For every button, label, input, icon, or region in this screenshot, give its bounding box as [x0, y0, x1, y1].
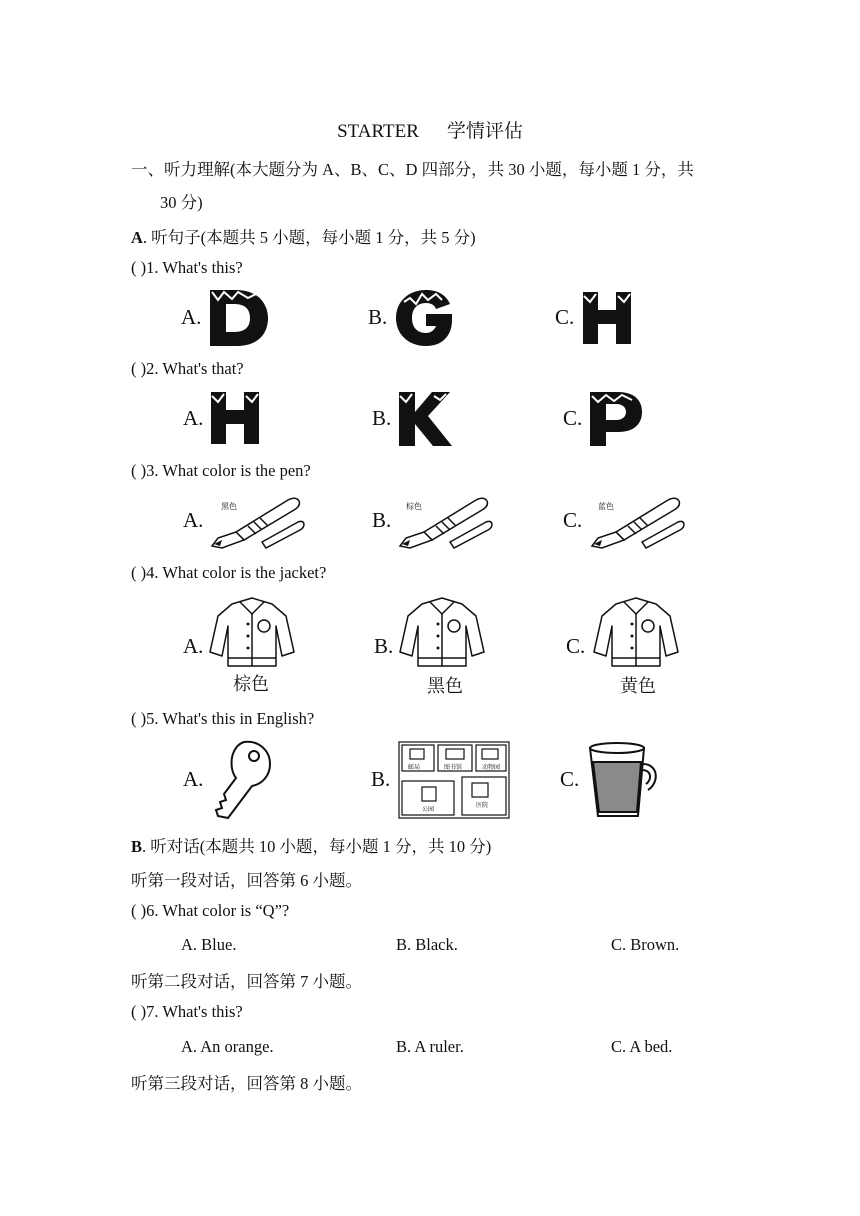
jacket-a-color-label: 棕色	[233, 674, 269, 695]
dialog-3-instruction: 听第三段对话，回答第 8 小题。	[131, 1074, 362, 1093]
letter-d-image	[204, 286, 274, 350]
letter-h-image	[580, 290, 636, 348]
q2-option-b: B.	[372, 406, 392, 430]
question-5: ( )5. What's this in English?	[131, 709, 315, 728]
q7-option-a: A. An orange.	[181, 1037, 274, 1056]
map-label-zoo: 动物园	[482, 764, 501, 771]
pen-image	[208, 490, 308, 550]
pen-b-color-label: 棕色	[406, 502, 422, 511]
jacket-image	[592, 596, 680, 670]
letter-g-image	[392, 286, 458, 350]
q2-option-a: A.	[183, 406, 204, 430]
q1-option-a: A.	[181, 305, 202, 329]
q2-option-c: C.	[563, 406, 583, 430]
pen-a-color-label: 黑色	[221, 502, 237, 511]
q4-option-c: C.	[566, 634, 586, 658]
map-label-post-office: 邮局	[408, 764, 421, 771]
page-title	[0, 116, 860, 143]
map-label-park: 公园	[422, 806, 435, 813]
pen-c-color-label: 蓝色	[598, 502, 614, 511]
map-label-hospital: 医院	[476, 802, 489, 809]
city-map-image	[398, 741, 510, 819]
part-b-label: B	[131, 837, 143, 856]
dialog-1-instruction: 听第一段对话，回答第 6 小题。	[131, 871, 362, 890]
map-label-library: 图书馆	[444, 764, 463, 771]
q4-option-b: B.	[374, 634, 394, 658]
q4-option-a: A.	[183, 634, 204, 658]
cup-image	[586, 738, 662, 820]
section-heading: 一、听力理解(本大题分为 A、B、C、D 四部分，共 30 小题，每小题 1 分，共	[131, 160, 694, 179]
title-sub: 学情评估	[446, 121, 523, 142]
jacket-image	[398, 596, 486, 670]
jacket-c-color-label: 黄色	[620, 676, 656, 697]
q5-option-a: A.	[183, 767, 204, 791]
q6-option-b: B. Black.	[396, 935, 458, 954]
question-2: ( )2. What's that?	[131, 359, 244, 378]
title-main: STARTER	[337, 121, 419, 142]
question-4: ( )4. What color is the jacket?	[131, 563, 327, 582]
dialog-2-instruction: 听第二段对话，回答第 7 小题。	[131, 972, 362, 991]
q3-option-b: B.	[372, 508, 392, 532]
q1-option-c: C.	[555, 305, 575, 329]
section-heading-cont: 30 分)	[160, 193, 203, 212]
q3-option-c: C.	[563, 508, 583, 532]
q7-option-b: B. A ruler.	[396, 1037, 464, 1056]
question-6: ( )6. What color is “Q”?	[131, 901, 290, 920]
q3-option-a: A.	[183, 508, 204, 532]
jacket-b-color-label: 黑色	[427, 676, 463, 697]
letter-k-image	[396, 390, 454, 448]
part-a-heading: A. 听句子(本题共 5 小题，每小题 1 分，共 5 分)	[131, 228, 476, 247]
q6-option-a: A. Blue.	[181, 935, 237, 954]
letter-p-image	[586, 390, 644, 448]
question-7: ( )7. What's this?	[131, 1002, 243, 1021]
question-1: ( )1. What's this?	[131, 258, 243, 277]
q5-option-c: C.	[560, 767, 580, 791]
pen-image	[588, 490, 688, 550]
letter-h-image	[208, 390, 264, 448]
part-b-heading: B. 听对话(本题共 10 小题，每小题 1 分，共 10 分)	[131, 837, 492, 856]
q6-option-c: C. Brown.	[611, 935, 680, 954]
jacket-image	[208, 596, 296, 670]
q5-option-b: B.	[371, 767, 391, 791]
key-image	[206, 738, 274, 820]
q7-option-c: C. A bed.	[611, 1037, 673, 1056]
question-3: ( )3. What color is the pen?	[131, 461, 311, 480]
q1-option-b: B.	[368, 305, 388, 329]
part-a-label: A	[131, 228, 143, 247]
pen-image	[396, 490, 496, 550]
